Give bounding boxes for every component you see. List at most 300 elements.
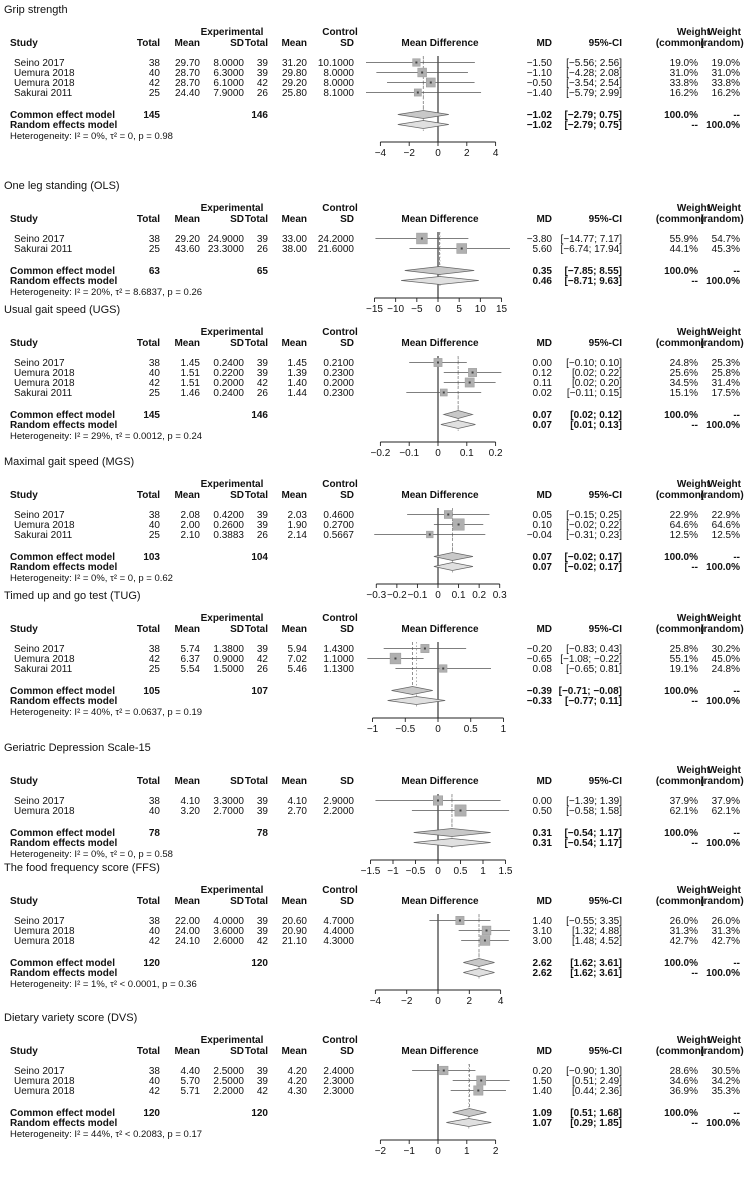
study-name: Seino 2017 bbox=[14, 510, 65, 521]
study-name: Sakurai 2011 bbox=[14, 88, 73, 99]
common-weight-common: 100.0% bbox=[664, 686, 698, 697]
study-row bbox=[14, 926, 740, 937]
study-name: Uemura 2018 bbox=[14, 1076, 75, 1087]
md-value: 0.05 bbox=[532, 510, 552, 521]
ctrl-total-header: Total bbox=[244, 338, 268, 349]
experimental-header: Experimental bbox=[200, 1035, 264, 1046]
weight-common: 19.1% bbox=[669, 664, 698, 675]
weight-common-sub: (common) bbox=[655, 624, 705, 635]
random-effects-diamond bbox=[401, 277, 479, 285]
weight-common: 34.6% bbox=[669, 1076, 698, 1087]
ctrl-mean: 5.94 bbox=[287, 644, 307, 655]
exp-total: 38 bbox=[148, 510, 160, 521]
weight-common-header: Weight bbox=[676, 479, 710, 490]
ctrl-mean: 29.80 bbox=[281, 68, 307, 79]
common-md: −0.39 bbox=[526, 686, 552, 697]
ci-header: 95%-CI bbox=[588, 776, 622, 787]
panel-title: Timed up and go test (TUG) bbox=[4, 590, 141, 602]
study-row bbox=[14, 68, 740, 79]
common-exp-total: 103 bbox=[143, 552, 160, 563]
exp-mean: 22.00 bbox=[174, 916, 200, 927]
common-model-label: Common effect model bbox=[10, 828, 116, 839]
ci-value: [−0.55; 3.35] bbox=[566, 916, 622, 927]
md-value: 1.50 bbox=[532, 1076, 552, 1087]
ctrl-mean: 2.03 bbox=[287, 510, 307, 521]
x-tick-label: 1 bbox=[500, 724, 507, 735]
ctrl-mean: 4.20 bbox=[287, 1076, 307, 1087]
study-point-center bbox=[424, 648, 426, 650]
ctrl-mean-header: Mean bbox=[281, 490, 307, 501]
weight-random: 31.0% bbox=[711, 68, 740, 79]
random-ci: [−0.02; 0.17] bbox=[564, 562, 622, 573]
random-weight-random: 100.0% bbox=[706, 276, 740, 287]
study-name: Uemura 2018 bbox=[14, 806, 75, 817]
ctrl-total: 42 bbox=[256, 1086, 268, 1097]
weight-common: 62.1% bbox=[669, 806, 698, 817]
x-tick-label: −0.5 bbox=[395, 724, 416, 735]
x-tick-label: 0 bbox=[435, 448, 441, 459]
control-header: Control bbox=[322, 27, 358, 38]
exp-mean: 1.51 bbox=[180, 368, 200, 379]
random-weight-random: 100.0% bbox=[706, 968, 740, 979]
heterogeneity-text: Heterogeneity: I² = 29%, τ² = 0.0012, p = 0.24 bbox=[10, 431, 203, 442]
weight-common-sub: (common) bbox=[655, 490, 705, 501]
common-md: 0.31 bbox=[532, 828, 552, 839]
x-tick-label: 0 bbox=[435, 304, 441, 315]
random-ci: [0.01; 0.13] bbox=[570, 420, 622, 431]
ctrl-sd-header: SD bbox=[340, 896, 354, 907]
ci-value: [−0.58; 1.58] bbox=[566, 806, 622, 817]
weight-random: 62.1% bbox=[711, 806, 740, 817]
ctrl-sd: 0.2100 bbox=[323, 358, 354, 369]
study-row bbox=[14, 510, 740, 521]
ctrl-total: 39 bbox=[256, 644, 268, 655]
exp-mean: 28.70 bbox=[174, 68, 200, 79]
common-ctrl-total: 107 bbox=[251, 686, 268, 697]
x-tick-label: −2 bbox=[403, 148, 415, 159]
forest-panel bbox=[4, 304, 744, 459]
random-ci: [1.62; 3.61] bbox=[570, 968, 622, 979]
x-tick-label: −1 bbox=[366, 724, 379, 735]
md-value: −3.80 bbox=[526, 234, 552, 245]
ctrl-total: 39 bbox=[256, 234, 268, 245]
random-md: 0.07 bbox=[532, 420, 552, 431]
study-header: Study bbox=[10, 896, 38, 907]
weight-common: 37.9% bbox=[669, 796, 698, 807]
study-row bbox=[14, 244, 740, 255]
x-tick-label: −15 bbox=[365, 304, 383, 315]
exp-sd: 0.4200 bbox=[213, 510, 244, 521]
weight-random: 25.3% bbox=[711, 358, 740, 369]
random-model-label: Random effects model bbox=[10, 838, 118, 849]
study-point-center bbox=[460, 810, 462, 812]
ctrl-sd: 2.9000 bbox=[323, 796, 354, 807]
weight-random: 34.2% bbox=[711, 1076, 740, 1087]
weight-random-header: Weight bbox=[707, 613, 741, 624]
weight-random-sub: (random) bbox=[700, 490, 744, 501]
control-header: Control bbox=[322, 885, 358, 896]
ci-value: [0.02; 0.20] bbox=[571, 378, 622, 389]
random-effects-diamond bbox=[414, 839, 491, 847]
exp-sd: 0.2200 bbox=[213, 368, 244, 379]
weight-random: 26.0% bbox=[711, 916, 740, 927]
exp-total: 25 bbox=[148, 244, 160, 255]
study-name: Uemura 2018 bbox=[14, 78, 75, 89]
ctrl-mean: 38.00 bbox=[281, 244, 307, 255]
common-effect-row bbox=[10, 266, 740, 277]
common-ci: [0.02; 0.12] bbox=[570, 410, 622, 421]
ctrl-sd-header: SD bbox=[340, 1046, 354, 1057]
study-name: Sakurai 2011 bbox=[14, 530, 73, 541]
ctrl-total: 26 bbox=[256, 664, 268, 675]
study-row bbox=[14, 664, 740, 675]
study-point-center bbox=[484, 940, 486, 942]
ctrl-mean: 29.20 bbox=[281, 78, 307, 89]
ctrl-mean: 5.46 bbox=[287, 664, 307, 675]
x-tick-label: −2 bbox=[400, 996, 413, 1007]
x-axis bbox=[366, 584, 507, 601]
ctrl-sd: 2.4000 bbox=[323, 1066, 354, 1077]
exp-sd: 7.9000 bbox=[213, 88, 244, 99]
common-ctrl-total: 146 bbox=[251, 410, 268, 421]
exp-sd-header: SD bbox=[230, 38, 244, 49]
md-header: MD bbox=[536, 338, 552, 349]
ctrl-sd-header: SD bbox=[340, 624, 354, 635]
weight-random-sub: (random) bbox=[700, 1046, 744, 1057]
common-weight-random: -- bbox=[733, 410, 740, 421]
mean-difference-header: Mean Difference bbox=[401, 1046, 479, 1057]
weight-random-header: Weight bbox=[707, 27, 741, 38]
weight-common: 16.2% bbox=[669, 88, 698, 99]
forest-panel bbox=[4, 456, 744, 601]
ctrl-sd: 0.2300 bbox=[323, 388, 354, 399]
panel-title: Maximal gait speed (MGS) bbox=[4, 456, 135, 468]
study-row bbox=[14, 88, 740, 99]
weight-common-sub: (common) bbox=[655, 776, 705, 787]
exp-total-header: Total bbox=[136, 1046, 160, 1057]
weight-random-sub: (random) bbox=[700, 776, 744, 787]
ci-value: [−0.15; 0.25] bbox=[566, 510, 622, 521]
x-tick-label: 0 bbox=[435, 996, 441, 1007]
weight-common: 15.1% bbox=[669, 388, 698, 399]
common-weight-random: -- bbox=[733, 828, 740, 839]
weight-random: 45.0% bbox=[711, 654, 740, 665]
exp-total: 25 bbox=[148, 388, 160, 399]
exp-total-header: Total bbox=[136, 896, 160, 907]
ctrl-total-header: Total bbox=[244, 776, 268, 787]
weight-random-header: Weight bbox=[707, 885, 741, 896]
weight-common-sub: (common) bbox=[655, 1046, 705, 1057]
weight-common: 44.1% bbox=[669, 244, 698, 255]
weight-random-sub: (random) bbox=[700, 624, 744, 635]
weight-common: 24.8% bbox=[669, 358, 698, 369]
common-exp-total: 63 bbox=[148, 266, 160, 277]
x-tick-label: 0.3 bbox=[492, 590, 507, 601]
common-effect-row bbox=[10, 410, 740, 421]
study-name: Uemura 2018 bbox=[14, 378, 75, 389]
study-name: Sakurai 2011 bbox=[14, 388, 73, 399]
weight-random: 54.7% bbox=[711, 234, 740, 245]
x-tick-label: −0.1 bbox=[399, 448, 420, 459]
weight-common-header: Weight bbox=[676, 203, 710, 214]
study-row bbox=[14, 388, 740, 399]
weight-random: 35.3% bbox=[711, 1086, 740, 1097]
exp-sd: 2.2000 bbox=[213, 1086, 244, 1097]
x-tick-label: 0.5 bbox=[463, 724, 478, 735]
ctrl-sd: 8.0000 bbox=[323, 68, 354, 79]
exp-sd-header: SD bbox=[230, 896, 244, 907]
study-row bbox=[14, 796, 740, 807]
random-effects-diamond bbox=[441, 421, 476, 429]
ctrl-total: 39 bbox=[256, 926, 268, 937]
study-name: Seino 2017 bbox=[14, 58, 65, 69]
x-tick-label: 0 bbox=[435, 148, 441, 159]
exp-mean: 29.20 bbox=[174, 234, 200, 245]
ctrl-total: 39 bbox=[256, 806, 268, 817]
common-effect-row bbox=[10, 958, 740, 969]
random-effects-row bbox=[10, 420, 740, 431]
ci-value: [−0.65; 0.81] bbox=[566, 664, 622, 675]
weight-common-sub: (common) bbox=[655, 38, 705, 49]
study-point-center bbox=[430, 82, 432, 84]
exp-mean: 2.08 bbox=[180, 510, 200, 521]
heterogeneity-text: Heterogeneity: I² = 0%, τ² = 0, p = 0.98 bbox=[10, 131, 173, 142]
study-row bbox=[14, 644, 740, 655]
common-model-label: Common effect model bbox=[10, 552, 116, 563]
ctrl-total: 26 bbox=[256, 388, 268, 399]
panel-title: Grip strength bbox=[4, 4, 68, 16]
x-tick-label: 4 bbox=[492, 148, 499, 159]
common-exp-total: 120 bbox=[143, 1108, 160, 1119]
exp-mean: 1.45 bbox=[180, 358, 200, 369]
exp-total: 40 bbox=[148, 520, 160, 531]
exp-total: 42 bbox=[148, 654, 160, 665]
ci-value: [−0.11; 0.15] bbox=[566, 388, 622, 399]
weight-common-sub: (common) bbox=[655, 338, 705, 349]
md-header: MD bbox=[536, 38, 552, 49]
exp-total: 25 bbox=[148, 530, 160, 541]
ctrl-total: 26 bbox=[256, 88, 268, 99]
random-model-label: Random effects model bbox=[10, 120, 118, 131]
study-point-center bbox=[415, 62, 417, 64]
exp-sd: 0.2600 bbox=[213, 520, 244, 531]
study-row bbox=[14, 378, 740, 389]
ctrl-total: 42 bbox=[256, 78, 268, 89]
ctrl-sd: 0.5667 bbox=[323, 530, 354, 541]
common-model-label: Common effect model bbox=[10, 958, 116, 969]
exp-mean: 2.00 bbox=[180, 520, 200, 531]
random-effects-row bbox=[10, 1118, 740, 1129]
ctrl-total: 39 bbox=[256, 68, 268, 79]
ctrl-mean: 1.39 bbox=[287, 368, 307, 379]
common-model-label: Common effect model bbox=[10, 1108, 116, 1119]
common-weight-common: 100.0% bbox=[664, 410, 698, 421]
exp-sd: 4.0000 bbox=[213, 916, 244, 927]
common-ctrl-total: 120 bbox=[251, 958, 268, 969]
ci-value: [−5.79; 2.99] bbox=[566, 88, 622, 99]
weight-random: 24.8% bbox=[711, 664, 740, 675]
weight-common: 12.5% bbox=[669, 530, 698, 541]
study-row bbox=[14, 1066, 740, 1077]
random-effects-diamond bbox=[434, 563, 473, 571]
common-model-label: Common effect model bbox=[10, 266, 116, 277]
ctrl-sd: 0.4600 bbox=[323, 510, 354, 521]
study-name: Seino 2017 bbox=[14, 796, 65, 807]
weight-random-header: Weight bbox=[707, 327, 741, 338]
random-weight-random: 100.0% bbox=[706, 420, 740, 431]
ctrl-mean: 2.14 bbox=[287, 530, 307, 541]
study-name: Uemura 2018 bbox=[14, 520, 75, 531]
panel-title: Geriatric Depression Scale-15 bbox=[4, 742, 151, 754]
study-point-center bbox=[429, 534, 431, 536]
x-tick-label: −1 bbox=[403, 1146, 415, 1157]
exp-total-header: Total bbox=[136, 490, 160, 501]
x-tick-label: 0.5 bbox=[453, 866, 468, 877]
exp-total: 42 bbox=[148, 78, 160, 89]
random-model-label: Random effects model bbox=[10, 562, 118, 573]
ctrl-total: 39 bbox=[256, 510, 268, 521]
study-header: Study bbox=[10, 338, 38, 349]
exp-mean: 28.70 bbox=[174, 78, 200, 89]
x-axis bbox=[370, 990, 504, 1007]
exp-mean: 2.10 bbox=[180, 530, 200, 541]
md-value: −0.65 bbox=[526, 654, 552, 665]
x-tick-label: 0 bbox=[435, 590, 441, 601]
study-row bbox=[14, 58, 740, 69]
ctrl-sd: 0.2000 bbox=[323, 378, 354, 389]
study-point-center bbox=[437, 362, 439, 364]
study-name: Sakurai 2011 bbox=[14, 244, 73, 255]
weight-common-sub: (common) bbox=[655, 214, 705, 225]
x-tick-label: 2 bbox=[464, 148, 470, 159]
weight-common: 36.9% bbox=[669, 1086, 698, 1097]
common-ci: [−0.02; 0.17] bbox=[564, 552, 622, 563]
ci-header: 95%-CI bbox=[588, 490, 622, 501]
exp-total-header: Total bbox=[136, 338, 160, 349]
exp-mean: 3.20 bbox=[180, 806, 200, 817]
study-name: Seino 2017 bbox=[14, 1066, 65, 1077]
ctrl-total-header: Total bbox=[244, 1046, 268, 1057]
weight-random: 45.3% bbox=[711, 244, 740, 255]
study-point-center bbox=[443, 392, 445, 394]
x-tick-label: 0.1 bbox=[459, 448, 474, 459]
study-name: Seino 2017 bbox=[14, 644, 65, 655]
common-effect-row bbox=[10, 552, 740, 563]
x-tick-label: 4 bbox=[497, 996, 504, 1007]
exp-sd: 3.3000 bbox=[213, 796, 244, 807]
weight-random: 37.9% bbox=[711, 796, 740, 807]
ctrl-total: 42 bbox=[256, 936, 268, 947]
random-model-label: Random effects model bbox=[10, 1118, 118, 1129]
weight-random-header: Weight bbox=[707, 479, 741, 490]
ctrl-mean: 4.20 bbox=[287, 1066, 307, 1077]
weight-random-sub: (random) bbox=[700, 896, 744, 907]
weight-common-sub: (common) bbox=[655, 896, 705, 907]
x-tick-label: 5 bbox=[456, 304, 462, 315]
ctrl-total: 26 bbox=[256, 244, 268, 255]
ci-header: 95%-CI bbox=[588, 896, 622, 907]
control-header: Control bbox=[322, 327, 358, 338]
exp-total: 40 bbox=[148, 68, 160, 79]
exp-mean: 5.70 bbox=[180, 1076, 200, 1087]
md-header: MD bbox=[536, 490, 552, 501]
exp-total: 42 bbox=[148, 936, 160, 947]
ctrl-mean-header: Mean bbox=[281, 624, 307, 635]
md-value: 0.08 bbox=[532, 664, 552, 675]
exp-mean: 1.51 bbox=[180, 378, 200, 389]
common-ci: [0.51; 1.68] bbox=[570, 1108, 622, 1119]
exp-total: 42 bbox=[148, 1086, 160, 1097]
common-weight-common: 100.0% bbox=[664, 110, 698, 121]
exp-sd: 6.3000 bbox=[213, 68, 244, 79]
x-tick-label: −4 bbox=[374, 148, 387, 159]
ctrl-sd-header: SD bbox=[340, 338, 354, 349]
x-tick-label: 2 bbox=[466, 996, 473, 1007]
common-effect-diamond bbox=[414, 829, 491, 837]
common-md: 0.07 bbox=[532, 552, 552, 563]
ctrl-mean: 25.80 bbox=[281, 88, 307, 99]
ctrl-mean-header: Mean bbox=[281, 1046, 307, 1057]
x-axis bbox=[361, 860, 513, 877]
exp-sd: 23.3000 bbox=[207, 244, 244, 255]
common-effect-diamond bbox=[444, 411, 473, 419]
ctrl-sd-header: SD bbox=[340, 38, 354, 49]
ctrl-total: 39 bbox=[256, 1076, 268, 1087]
weight-common: 64.6% bbox=[669, 520, 698, 531]
weight-random: 30.2% bbox=[711, 644, 740, 655]
ci-value: [−3.54; 2.54] bbox=[566, 78, 622, 89]
ci-value: [1.48; 4.52] bbox=[571, 936, 622, 947]
common-ctrl-total: 146 bbox=[251, 110, 268, 121]
exp-total: 42 bbox=[148, 378, 160, 389]
md-value: 0.10 bbox=[532, 520, 552, 531]
common-model-label: Common effect model bbox=[10, 686, 116, 697]
common-weight-common: 100.0% bbox=[664, 1108, 698, 1119]
common-weight-random: -- bbox=[733, 1108, 740, 1119]
x-tick-label: 2 bbox=[492, 1146, 499, 1157]
random-effects-row bbox=[10, 120, 740, 131]
study-row bbox=[14, 916, 740, 927]
exp-sd: 0.2400 bbox=[213, 388, 244, 399]
ctrl-mean: 4.30 bbox=[287, 1086, 307, 1097]
exp-total: 38 bbox=[148, 916, 160, 927]
ci-header: 95%-CI bbox=[588, 624, 622, 635]
common-effect-row bbox=[10, 686, 740, 697]
x-tick-label: −0.1 bbox=[407, 590, 428, 601]
random-weight-common: -- bbox=[691, 120, 698, 131]
ci-value: [0.02; 0.22] bbox=[571, 368, 622, 379]
random-weight-common: -- bbox=[691, 696, 698, 707]
common-weight-random: -- bbox=[733, 266, 740, 277]
ctrl-sd-header: SD bbox=[340, 214, 354, 225]
x-tick-label: −1 bbox=[387, 866, 399, 877]
md-value: −0.04 bbox=[526, 530, 552, 541]
experimental-header: Experimental bbox=[200, 203, 264, 214]
common-effect-diamond bbox=[453, 1109, 487, 1117]
random-effects-diamond bbox=[463, 969, 494, 977]
random-weight-random: 100.0% bbox=[706, 120, 740, 131]
ctrl-total-header: Total bbox=[244, 38, 268, 49]
x-axis bbox=[375, 1140, 499, 1157]
random-model-label: Random effects model bbox=[10, 968, 118, 979]
random-md: 2.62 bbox=[532, 968, 552, 979]
md-value: 1.40 bbox=[532, 1086, 552, 1097]
mean-difference-header: Mean Difference bbox=[401, 214, 479, 225]
exp-total: 38 bbox=[148, 58, 160, 69]
random-md: −1.02 bbox=[526, 120, 552, 131]
random-md: −0.33 bbox=[526, 696, 552, 707]
exp-sd-header: SD bbox=[230, 776, 244, 787]
